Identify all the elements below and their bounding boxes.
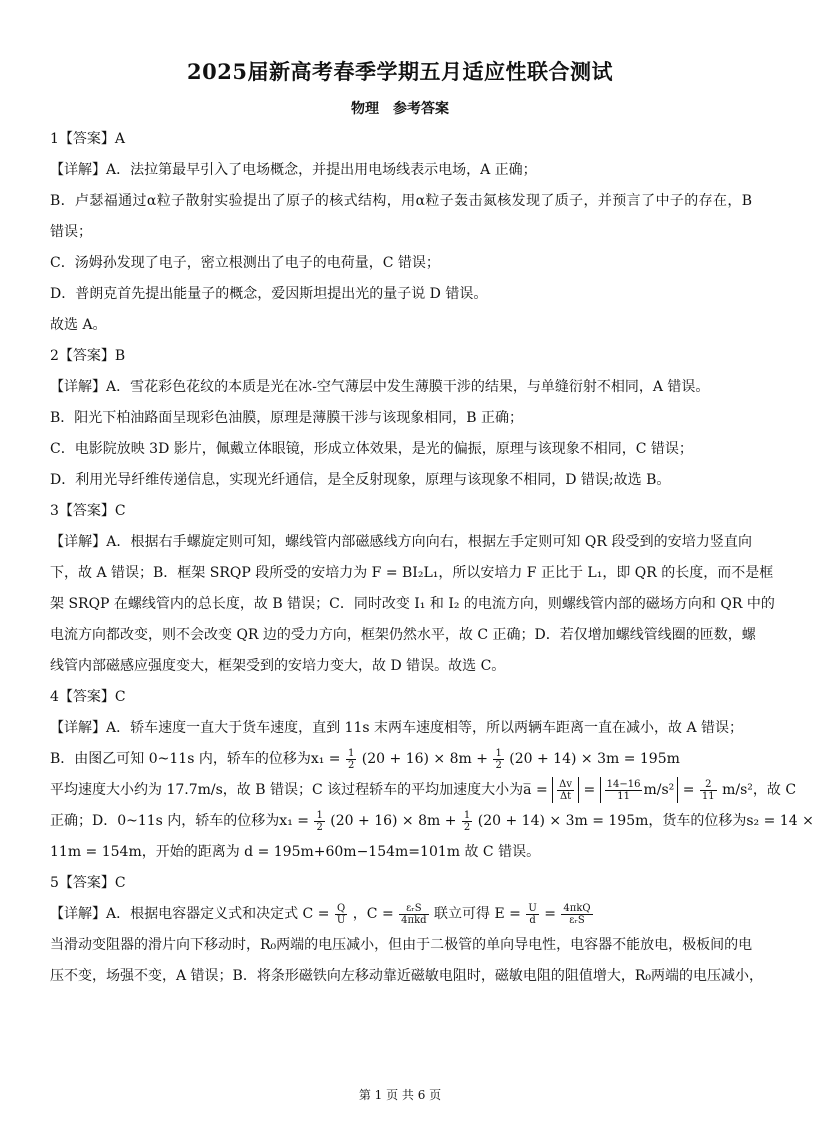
q4-text: (20 + 14) × 3m = 195m，货车的位移为s₂ = 14 ×	[477, 813, 814, 829]
q4-formula-line	[50, 806, 814, 837]
abs-value: $\frac{14-16}{11}$ m/s²	[600, 777, 679, 803]
q4-text: m/s²，故 C	[722, 782, 797, 798]
q4-text: (20 + 16) × 8m +	[330, 813, 457, 829]
q3-answer: 3【答案】C	[50, 503, 126, 519]
q3-detail-line: 线管内部磁感应强度变大，框架受到的安培力变大，故 D 错误。故选 C。	[50, 658, 506, 674]
q4-text: =	[583, 782, 596, 798]
q4-answer: 4【答案】C	[50, 689, 126, 705]
page-title: 2025届新高考春季学期五月适应性联合测试	[187, 59, 613, 84]
q5-text: =	[544, 906, 556, 922]
fraction-u-d: $\frac{U}{d}$	[528, 902, 537, 926]
q4-detail-line: 【详解】A．轿车速度一直大于货车速度，直到 11s 末两车速度相等，所以两辆车距离一直在减小，故 A 错误；	[50, 720, 744, 736]
q3-detail-line: 【详解】A．根据右手螺旋定则可知，螺线管内部磁感线方向向右，根据左手定则可知 QR 段受到的安培力竖直向	[50, 534, 752, 550]
q5-formula-line	[50, 899, 752, 930]
q3-detail-line: 架 SRQP 在螺线管内的总长度，故 B 错误；C．同时改变 I₁ 和 I₂ 的电流方向，则螺线管内部的磁场方向和 QR 中的	[50, 596, 775, 612]
q4-text: 正确；D．0~11s 内，轿车的位移为x₁ =	[50, 813, 309, 829]
q2-detail-line: B．阳光下柏油路面呈现彩色油膜，原理是薄膜干涉与该现象相同，B 正确；	[50, 410, 524, 426]
q1-conclusion: 故选 A。	[50, 317, 107, 333]
q1-detail-line: 【详解】A．法拉第最早引入了电场概念，并提出用电场线表示电场，A 正确；	[50, 162, 537, 178]
q2-detail-line: C．电影院放映 3D 影片，佩戴立体眼镜，形成立体效果，是光的偏振，原理与该现象不相同，C 错误；	[50, 441, 693, 457]
q5-text: 【详解】A．根据电容器定义式和决定式 C =	[50, 906, 330, 922]
abs-value	[552, 777, 579, 803]
q4-detail-line: 11m = 154m，开始的距离为 d = 195m+60m−154m=101m 故 C 错误。	[50, 844, 541, 860]
q4-text: 平均速度大小约为 17.7m/s，故 B 错误；C 该过程轿车的平均加速度大小为a̅ =	[50, 782, 548, 798]
q5-detail-line: 当滑动变阻器的滑片向下移动时，R₀两端的电压减小，但由于二极管的单向导电性，电容器不能放电，极板间的电	[50, 937, 753, 953]
q5-text: ，C =	[352, 906, 394, 922]
fraction-half: $\frac{1}{2}$	[495, 747, 502, 771]
page-footer: 第 1 页 共 6 页	[358, 1088, 442, 1102]
fraction-half: $\frac{1}{2}$	[347, 747, 355, 771]
fraction-half: $\frac{1}{2}$	[463, 809, 471, 833]
q3-detail-line: 下，故 A 错误；B．框架 SRQP 段所受的安培力为 F = BI₂L₁，所以安培力 F 正比于 L₁，即 QR 的长度，而不是框	[50, 565, 774, 581]
q1-detail-line: B．卢瑟福通过α粒子散射实验提出了原子的核式结构，用α粒子轰击氮核发现了质子，并预言了中子的存在，B	[50, 193, 752, 209]
q5-detail-line: 压不变，场强不变，A 错误；B．将条形磁铁向左移动靠近磁敏电阻时，磁敏电阻的阻值增大，R₀两端的电压减小，	[50, 968, 763, 984]
q1-detail-line: C．汤姆孙发现了电子，密立根测出了电子的电荷量，C 错误；	[50, 255, 440, 271]
q4-text: (20 + 14) × 3m = 195m	[509, 751, 680, 767]
q2-detail-line: 【详解】A．雪花彩色花纹的本质是光在冰-空气薄层中发生薄膜干涉的结果，与单缝衍射不相同，A 错误。	[50, 379, 710, 395]
q4-text: B．由图乙可知 0~11s 内，轿车的位移为x₁ =	[50, 751, 341, 767]
q4-text: (20 + 16) × 8m +	[361, 751, 488, 767]
fraction-dv-dt: $\frac{\Delta v}{\Delta t}$	[559, 778, 573, 802]
fraction-kq: $\frac{\text{4πkQ}}{\text{εᵣS}}$	[563, 902, 591, 926]
q4-text: =	[682, 782, 695, 798]
q5-answer: 5【答案】C	[50, 875, 126, 891]
fraction-2-11: $\frac{2}{11}$	[701, 778, 715, 802]
q3-detail-line: 电流方向都改变，则不会改变 QR 边的受力方向，框架仍然水平，故 C 正确；D．若仅增加螺线管线圈的匝数，螺	[50, 627, 756, 643]
fraction-half: $\frac{1}{2}$	[316, 809, 323, 833]
q4-formula-line	[50, 775, 797, 806]
page-subtitle: 物理 参考答案	[351, 101, 449, 117]
fraction-q-u: $\frac{Q}{U}$	[336, 902, 346, 926]
q1-detail-line: 错误；	[50, 224, 92, 240]
q4-formula-line	[50, 744, 752, 775]
fraction-acc: $\frac{14-16}{11}$	[606, 778, 641, 802]
fraction-eps-s: $\frac{\text{εᵣS}}{\text{4πkd}}$	[401, 902, 427, 926]
answer-content	[50, 124, 814, 992]
q5-text: 联立可得 E =	[434, 906, 521, 922]
q1-detail-line: D．普朗克首先提出能量子的概念，爱因斯坦提出光的量子说 D 错误。	[50, 286, 488, 302]
q2-answer: 2【答案】B	[50, 348, 126, 364]
q1-answer: 1【答案】A	[50, 131, 126, 147]
q2-detail-line: D．利用光导纤维传递信息，实现光纤通信，是全反射现象，原理与该现象不相同，D 错误;故选 B。	[50, 472, 671, 488]
